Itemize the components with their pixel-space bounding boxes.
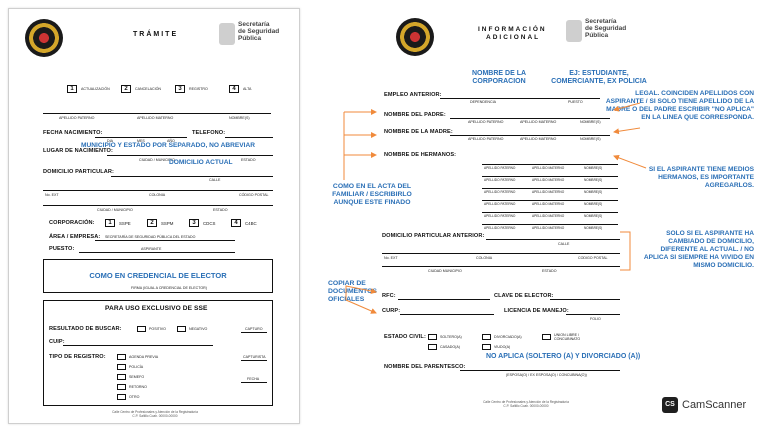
left-footer: Calle Centro de Profesionales y Atención de la Registraduría C.P. Saltillo Coah. 00000-00000 [112,410,198,418]
right-footer: Calle Centro de Profesionales y Atención de la Registraduría C.P. Saltillo Coah. 00000-00000 [483,400,569,408]
negativo-label: NEGATIVO [189,327,208,331]
union-libre-label: UNION LIBRE / CONCUBINATO [554,333,581,342]
colonia-label-right: COLONIA [476,256,493,260]
estado-civil-label: ESTADO CIVIL: [384,334,426,340]
calle-label-right: CALLE [558,242,570,246]
positivo-label: POSITIVO [149,327,166,331]
madre-materno-label: APELLIDO MATERNO [520,137,557,141]
annotation-no-aplica: NO APLICA (SOLTERO (A) Y DIVORCIADO (A)) [486,353,641,360]
soltero-label: SOLTERO(A) [440,335,462,339]
hermano-column-label: APELLIDO MATERNO [532,178,565,182]
tramite-title: TRÁMITE [133,31,179,38]
padre-field[interactable] [450,118,610,119]
adicional-title: ADICIONAL [486,34,541,41]
ano-label: AÑO [167,139,175,143]
corp-box-2[interactable]: 2 [147,219,157,227]
corp-label-2: SSPM [161,221,174,226]
positivo-checkbox[interactable] [137,326,146,332]
hermano-line[interactable] [482,176,618,177]
annotation-municipio: MUNICIPIO Y ESTADO POR SEPARADO, NO ABREVIAR [81,142,256,149]
puesto-field[interactable] [79,252,235,253]
madre-field[interactable] [450,135,610,136]
tramite-label-4: ALTA [243,87,252,91]
corp-box-1[interactable]: 1 [105,219,115,227]
right-page [328,8,760,424]
annotation-domicilio-actual: DOMICILIO ACTUAL [169,159,233,166]
madre-nombres-label: NOMBRE(S) [580,137,601,141]
secretaria-text: Secretaría de Seguridad Pública [238,21,280,42]
tipo-label-5: OTRO [129,395,140,399]
ciudad-municipio-label: CIUDAD / MUNICIPIO [139,158,175,162]
hermano-row[interactable] [482,207,618,217]
estado-label-2: ESTADO [213,208,228,212]
hermano-column-label: APELLIDO PATERNO [484,214,516,218]
annotation-legal: LEGAL. COINCIDEN APELLIDOS CON ASPIRANTE / SI SOLO TIENE APELLIDO DE LA MADRE O DEL PADRE ESCRIBIR "NO APLICA" EN LA LINEA QUE CORRESPONDA. [605,90,754,121]
hermano-column-label: APELLIDO PATERNO [484,226,516,230]
licencia-field[interactable] [566,314,620,315]
telefono-field[interactable] [225,137,273,138]
divorciado-checkbox[interactable] [482,334,491,340]
curp-label: CURP: [382,308,401,314]
estado-label-right: ESTADO [542,269,557,273]
calle-label: CALLE [209,178,221,182]
uso-exclusivo-title: PARA USO EXCLUSIVO DE SSE [105,305,208,312]
casado-label: CASADO(A) [440,345,460,349]
police-shield-logo-right [396,18,434,56]
hermano-column-label: NOMBRE(S) [584,166,603,170]
tipo-checkbox-4[interactable] [117,384,126,390]
corp-label-1: SSPE [119,221,131,226]
address-anterior-line-2[interactable] [382,266,620,267]
tramite-box-1[interactable]: 1 [67,85,77,93]
hermano-column-label: NOMBRE(S) [584,214,603,218]
domicilio-anterior-field[interactable] [486,239,620,240]
domicilio-field[interactable] [111,176,273,177]
rfc-field[interactable] [398,299,490,300]
hermano-column-label: APELLIDO MATERNO [532,226,565,230]
hermano-column-label: APELLIDO PATERNO [484,178,516,182]
tramite-label-2: CANCELACIÓN [135,87,161,91]
dependencia-label: DEPENDENCIA [470,100,496,104]
hermano-line[interactable] [482,200,618,201]
telefono-label: TELEFONO: [192,130,226,136]
hermano-column-label: APELLIDO MATERNO [532,214,565,218]
divorciado-label: DIVORCIADO(A) [494,335,522,339]
padre-materno-label: APELLIDO MATERNO [520,120,557,124]
negativo-checkbox[interactable] [177,326,186,332]
tipo-checkbox-2[interactable] [117,364,126,370]
capturista-label: CAPTURISTA [243,355,266,359]
tipo-registro-label: TIPO DE REGISTRO: [49,354,106,360]
puesto-label: PUESTO: [49,246,75,252]
fecha-line[interactable] [241,382,267,383]
clave-elector-label: CLAVE DE ELECTOR: [494,293,554,299]
left-page [8,8,300,424]
annotation-medios-hermanos: SI EL ASPIRANTE TIENE MEDIOS HERMANOS, ES IMPORTANTE AGREGARLOS. [648,166,754,189]
cp-label-right: CODIGO POSTAL [578,256,608,260]
tramite-box-4[interactable]: 4 [229,85,239,93]
annotation-domicilio-anterior: SOLO SI EL ASPIRANTE HA CAMBIADO DE DOMICILIO, DIFERENTE AL ACTUAL. / NO APLICA SI SIEMPRE HA VIVIDO EN MISMO DOMICILIO. [643,230,754,269]
hermano-column-label: NOMBRE(S) [584,178,603,182]
corp-label-4: C4BC [245,221,257,226]
puesto-value: ASPIRANTE [141,247,162,251]
soltero-checkbox[interactable] [428,334,437,340]
clave-elector-field[interactable] [550,299,620,300]
annotation-ejemplo-empleo: EJ: ESTUDIANTE, COMERCIANTE, EX POLICIA [551,70,647,86]
capturo-line[interactable] [241,332,267,333]
mes-label: MES [137,139,145,143]
hermano-line[interactable] [482,188,618,189]
hermano-row[interactable] [482,171,618,181]
nombre-hermanos-label: NOMBRE DE HERMANOS: [384,152,457,158]
resultado-label: RESULTADO DE BUSCAR: [49,326,122,332]
secretaria-logo-icon [219,23,235,45]
hermano-column-label: APELLIDO PATERNO [484,166,516,170]
estado-label: ESTADO [241,158,256,162]
empleo-anterior-field[interactable] [440,98,600,99]
fecha-label: FECHA [247,377,260,381]
puesto-label-right: PUESTO [568,100,583,104]
hermano-column-label: APELLIDO MATERNO [532,166,565,170]
lugar-nacimiento-label: LUGAR DE NACIMIENTO: [43,148,113,154]
corporacion-label: CORPORACIÓN: [49,220,95,226]
cuip-field[interactable] [63,345,213,346]
tipo-checkbox-5[interactable] [117,394,126,400]
nombre-padre-label: NOMBRE DEL PADRE: [384,112,446,118]
fecha-nacimiento-label: FECHA NACIMIENTO: [43,130,103,136]
tramite-label-3: REGISTRO [189,87,208,91]
annotation-nombre-corporacion: NOMBRE DE LA CORPORACION [471,70,527,86]
area-empresa-value: SECRETARÍA DE SEGURIDAD PÚBLICA DEL ESTADO [105,235,196,239]
secretaria-logo-icon-right [566,20,582,42]
hermano-line[interactable] [482,164,618,165]
firma-note: FIRMA (IGUAL A CREDENCIAL DE ELECTOR) [131,286,207,290]
apellido-paterno-label: APELLIDO PATERNO [59,116,95,120]
hermano-column-label: NOMBRE(S) [584,190,603,194]
hermano-column-label: APELLIDO PATERNO [484,190,516,194]
viudo-label: VIUDO(A) [494,345,511,349]
colonia-label: COLONIA [149,193,166,197]
hermano-column-label: APELLIDO PATERNO [484,202,516,206]
parentesco-label: NOMBRE DEL PARENTESCO: [384,364,466,370]
parentesco-field[interactable] [460,370,620,371]
tipo-checkbox-1[interactable] [117,354,126,360]
tipo-label-3: SEMEFO [129,375,145,379]
no-ext-label-right: No. EXT [384,256,398,260]
licencia-label: LICENCIA DE MANEJO: [504,308,569,314]
padre-paterno-label: APELLIDO PATERNO [468,120,504,124]
viudo-checkbox[interactable] [482,344,491,350]
corp-label-3: CDCS [203,221,216,226]
hermano-line[interactable] [482,224,618,225]
rfc-label: RFC: [382,293,396,299]
ciudad-label-right: CIUDAD MUNICIPIO [428,269,462,273]
corp-box-3[interactable]: 3 [189,219,199,227]
padre-nombres-label: NOMBRE(S) [580,120,601,124]
secretaria-text-right: Secretaría de Seguridad Pública [585,18,627,39]
hermano-line[interactable] [482,212,618,213]
hermano-column-label: APELLIDO MATERNO [532,202,565,206]
union-libre-checkbox[interactable] [542,334,551,340]
corp-box-4[interactable]: 4 [231,219,241,227]
tipo-label-2: POLICÍA [129,365,144,369]
cuip-label: CUIP: [49,339,65,345]
no-ext-label: No. EXT [45,193,59,197]
capturo-label: CAPTURO [245,327,263,331]
camscanner-label: CamScanner [682,399,747,411]
address-anterior-line-1[interactable] [382,253,620,254]
annotation-acta-familiar: COMO EN EL ACTA DEL FAMILIAR / ESCRIBIRLO AUNQUE ESTE FINADO [332,183,412,207]
nombres-label: NOMBRE(S) [229,116,250,120]
address-line-1[interactable] [43,190,273,191]
uso-exclusivo-box [43,300,273,406]
annotation-copiar-documentos: COPIAR DE DOCUMENTOS OFICIALES [328,280,377,304]
curp-field[interactable] [400,314,494,315]
tramite-box-3[interactable]: 3 [175,85,185,93]
nombre-madre-label: NOMBRE DE LA MADRE: [384,129,453,135]
camscanner-badge: CS [662,397,678,413]
apellido-materno-label: APELLIDO MATERNO [137,116,174,120]
hermano-row[interactable] [482,195,618,205]
area-empresa-field[interactable] [95,240,235,241]
hermano-row[interactable] [482,159,618,169]
name-line[interactable] [43,113,271,114]
hermano-row[interactable] [482,183,618,193]
hermano-column-label: APELLIDO MATERNO [532,190,565,194]
hermano-column-label: NOMBRE(S) [584,226,603,230]
address-line-2[interactable] [43,205,273,206]
capturista-line[interactable] [241,360,267,361]
codigo-postal-label: CÓDIGO POSTAL [239,193,269,197]
folio-label: FOLIO [590,317,601,321]
parentesco-sub: (ESPOSA(O) / EX ESPOSA(O) / CONCUBINA(O)) [506,373,587,377]
madre-paterno-label: APELLIDO PATERNO [468,137,504,141]
informacion-title: INFORMACIÓN [478,26,547,33]
tipo-label-4: RETORNO [129,385,147,389]
lugar-nacimiento-field[interactable] [107,155,273,156]
casado-checkbox[interactable] [428,344,437,350]
area-empresa-label: ÁREA / EMPRESA: [49,234,101,240]
ciudad-label: CIUDAD / MUNICIPIO [97,208,133,212]
fecha-nacimiento-field[interactable] [95,137,187,138]
tipo-checkbox-3[interactable] [117,374,126,380]
hermano-row[interactable] [482,219,618,229]
hermano-column-label: NOMBRE(S) [584,202,603,206]
domicilio-anterior-label: DOMICILIO PARTICULAR ANTERIOR: [382,233,485,239]
annotation-credencial: COMO EN CREDENCIAL DE ELECTOR [89,271,227,280]
police-shield-logo [25,19,63,57]
domicilio-label: DOMICILIO PARTICULAR: [43,169,114,175]
tramite-label-1: ACTUALIZACIÓN [81,87,110,91]
empleo-anterior-label: EMPLEO ANTERIOR: [384,92,442,98]
dia-label: DIA [107,139,113,143]
tramite-box-2[interactable]: 2 [121,85,131,93]
tipo-label-1: AGENDA PREVIA [129,355,159,359]
